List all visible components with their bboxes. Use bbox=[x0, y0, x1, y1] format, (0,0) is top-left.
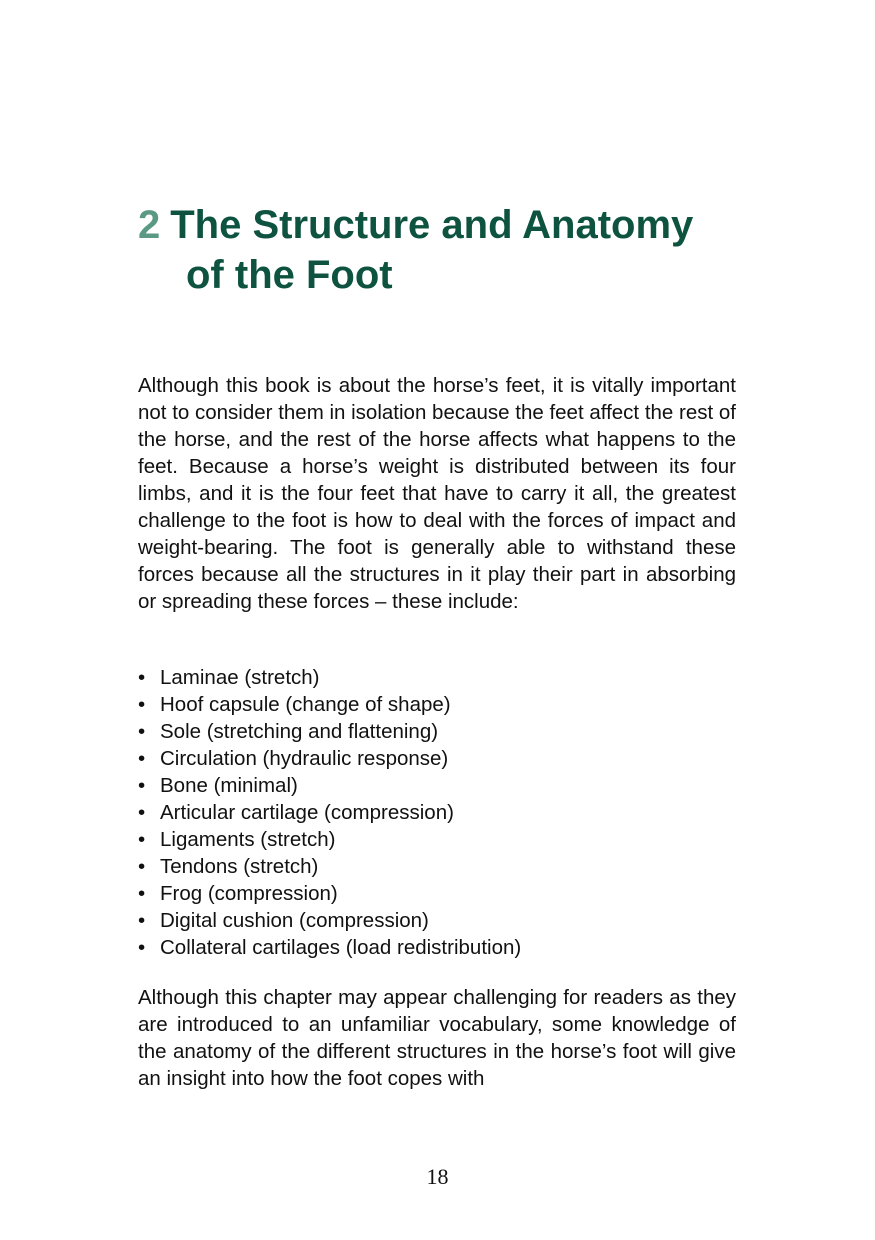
list-item: • Ligaments (stretch) bbox=[138, 826, 738, 853]
list-item: • Hoof capsule (change of shape) bbox=[138, 691, 738, 718]
list-item: • Circulation (hydraulic response) bbox=[138, 745, 738, 772]
chapter-heading bbox=[138, 200, 758, 300]
chapter-number: 2 bbox=[138, 203, 161, 247]
list-item: • Bone (minimal) bbox=[138, 772, 738, 799]
list-item: • Sole (stretching and flattening) bbox=[138, 718, 738, 745]
chapter-title-line1: The Structure and Anatomy bbox=[170, 203, 694, 247]
structures-list bbox=[138, 664, 738, 961]
list-item: • Articular cartilage (compression) bbox=[138, 799, 738, 826]
chapter-title-line2: of the Foot bbox=[186, 253, 393, 297]
list-item: • Collateral cartilages (load redistribution) bbox=[138, 934, 738, 961]
page-number: 18 bbox=[426, 1164, 449, 1189]
closing-paragraph: Although this chapter may appear challenging for readers as they are introduced to an unfamiliar vocabulary, some knowledge of the anatomy of the different structures in the horse’s foot will give an insight into how the foot copes with bbox=[138, 986, 736, 1090]
intro-paragraph: Although this book is about the horse’s feet, it is vitally important not to consider them in isolation because the feet affect the rest of the horse, and the rest of the horse affects what happens to the feet. Because a horse’s weight is distributed between its four limbs, and it is the four feet that have to carry it all, the greatest challenge to the foot is how to deal with the forces of impact and weight-bearing. The foot is generally able to withstand these forces because all the structures in it play their part in absorbing or spreading these forces – these include: bbox=[138, 374, 736, 613]
list-item: • Frog (compression) bbox=[138, 880, 738, 907]
list-item: • Digital cushion (compression) bbox=[138, 907, 738, 934]
list-item: • Laminae (stretch) bbox=[138, 664, 738, 691]
list-item: • Tendons (stretch) bbox=[138, 853, 738, 880]
